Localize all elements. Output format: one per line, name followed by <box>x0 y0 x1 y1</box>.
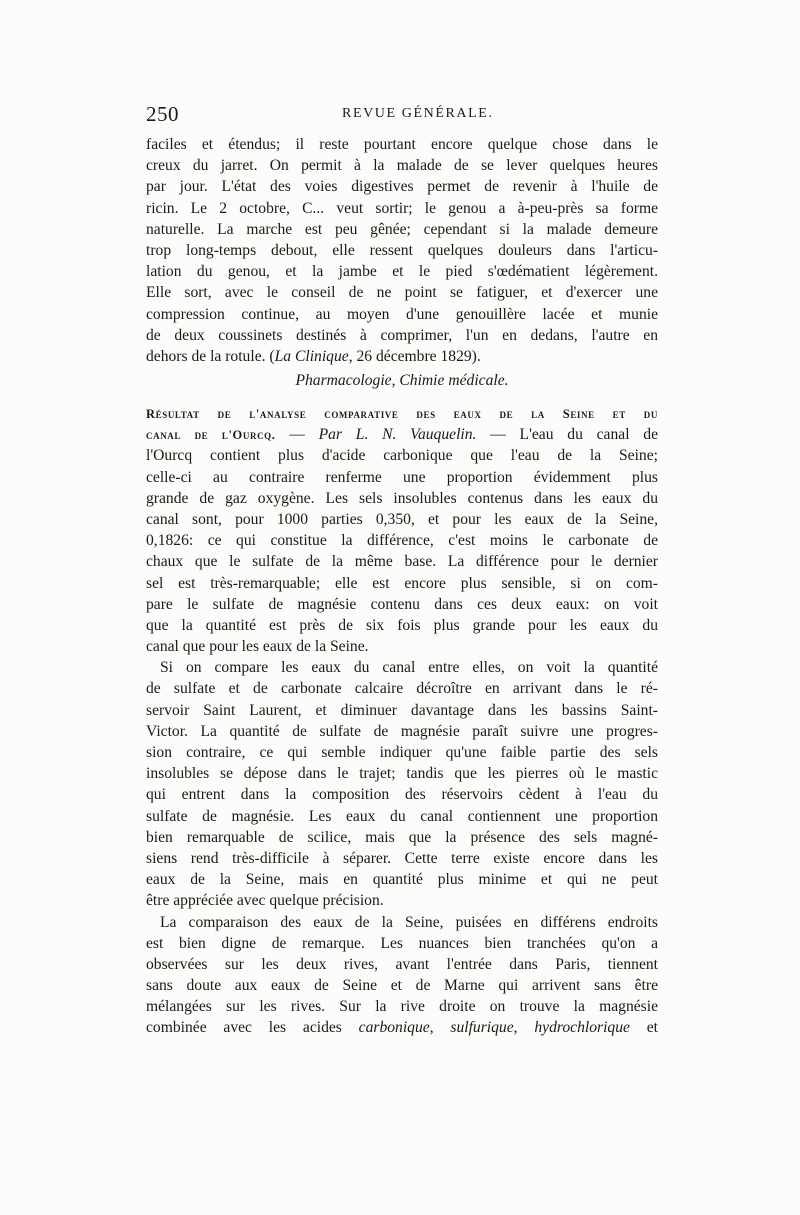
text-line: servoir Saint Laurent, et diminuer davantage dans les bassins Saint- <box>146 701 658 719</box>
text-run: dehors de la rotule. ( <box>146 347 275 365</box>
source-citation: La Clinique <box>274 347 349 365</box>
text-line <box>146 424 658 445</box>
text-line: sulfate de magnésie. Les eaux du canal contiennent une proportion <box>146 807 658 825</box>
text-line: Elle sort, avec le conseil de ne point se fatiguer, et d'exercer une <box>146 284 658 302</box>
text-line <box>146 346 658 367</box>
text-line: trop long-temps debout, elle ressent quelques douleurs dans l'articu- <box>146 241 658 259</box>
acid-name: carbonique <box>358 1019 430 1037</box>
text-run: , <box>429 1019 451 1037</box>
section-title: Pharmacologie, Chimie médicale. <box>295 372 509 389</box>
text-run: , 26 décembre 1829). <box>348 347 481 365</box>
text-line: canal sont, pour 1000 parties 0,350, et pour les eaux de la Seine, <box>146 510 658 528</box>
text-line: mélangées sur les rives. Sur la rive droite on trouve la magnésie <box>146 998 658 1016</box>
article-title-line <box>146 403 658 424</box>
article-title: Résultat de l'analyse comparative des eaux de la Seine et du <box>146 407 658 421</box>
text-line: insolubles se dépose dans le trajet; tandis que les pierres où le mastic <box>146 765 658 783</box>
text-line: sel est très-remarquable; elle est encore plus sensible, si on com- <box>146 574 658 592</box>
page-header <box>146 102 658 126</box>
paragraph-continuation <box>146 134 658 367</box>
text-run: , <box>513 1019 535 1037</box>
text-line: Si on compare les eaux du canal entre elles, on voit la quantité <box>160 659 658 677</box>
text-line: Victor. La quantité de sulfate de magnésie paraît suivre une progres- <box>146 722 658 740</box>
text-line: ricin. Le 2 octobre, C... veut sortir; le genou a à-peu-près sa forme <box>146 199 658 217</box>
text-line: chaux que le sulfate de la même base. La différence pour le dernier <box>146 553 658 571</box>
text-line: creux du jarret. On permit à la malade de se lever quelques heures <box>146 157 658 175</box>
text-line: l'Ourcq contient plus d'acide carbonique que l'eau de la Seine; <box>146 447 658 465</box>
text-line: sans doute aux eaux de Seine et de Marne qui arrivent sans être <box>146 977 658 995</box>
text-line: que la quantité est près de six fois plus grande pour les eaux du <box>146 616 658 634</box>
text-line: observées sur les deux rives, avant l'entrée dans Paris, tiennent <box>146 955 658 973</box>
acid-name: sulfurique <box>450 1019 514 1037</box>
text-line: 0,1826: ce qui constitue la différence, c'est moins le carbonate de <box>146 532 658 550</box>
text-line: de deux coussinets destinés à comprimer, l'un en dedans, l'autre en <box>146 326 658 344</box>
text-line <box>146 1017 658 1038</box>
text-line: naturelle. La marche est peu gênée; cependant si la malade demeure <box>146 220 658 238</box>
text-run: — L'eau du canal de <box>476 426 659 444</box>
text-line: compression continue, au moyen d'une genouillère lacée et munie <box>146 305 658 323</box>
acid-name: hydrochlorique <box>534 1019 630 1037</box>
text-run: et <box>629 1019 658 1037</box>
text-line: eaux de la Seine, mais en quantité plus minime et qui ne peut <box>146 871 658 889</box>
article-author: Par L. N. Vauquelin. <box>318 426 477 444</box>
text-line: être appréciée avec quelque précision. <box>146 892 384 910</box>
dash: — <box>275 426 319 444</box>
article-block <box>146 403 658 1039</box>
page-number: 250 <box>146 102 179 126</box>
article-title-end: canal de l'Ourcq. <box>146 428 276 443</box>
text-line: canal que pour les eaux de la Seine. <box>146 638 369 656</box>
text-line: sion contraire, ce qui semble indiquer qu'une faible partie des sels <box>146 744 658 761</box>
text-line: lation du genou, et la jambe et le pied s'œdématient légèrement. <box>146 263 658 281</box>
text-line: par jour. L'état des voies digestives permet de revenir à l'huile de <box>146 178 658 196</box>
text-line: grande de gaz oxygène. Les sels insolubles contenus dans les eaux du <box>146 489 658 507</box>
text-line: celle-ci au contraire renferme une proportion évidemment plus <box>146 468 658 486</box>
text-line: qui entrent dans la composition des réservoirs cèdent à l'eau du <box>146 786 658 804</box>
text-line: siens rend très-difficile à séparer. Cette terre existe encore dans les <box>146 849 658 867</box>
text-line: est bien digne de remarque. Les nuances bien tranchées qu'on a <box>146 934 658 952</box>
text-line: pare le sulfate de magnésie contenu dans ces deux eaux: on voit <box>146 595 658 613</box>
text-line: faciles et étendus; il reste pourtant encore quelque chose dans le <box>146 136 658 153</box>
text-line: bien remarquable de scilice, mais que la présence des sels magné- <box>146 828 658 846</box>
text-line: La comparaison des eaux de la Seine, puisées en différens endroits <box>160 913 658 931</box>
text-run: combinée avec les acides <box>146 1019 359 1037</box>
text-line: de sulfate et de carbonate calcaire décroître en arrivant dans le ré- <box>146 680 658 698</box>
running-head: REVUE GÉNÉRALE. <box>342 106 494 121</box>
